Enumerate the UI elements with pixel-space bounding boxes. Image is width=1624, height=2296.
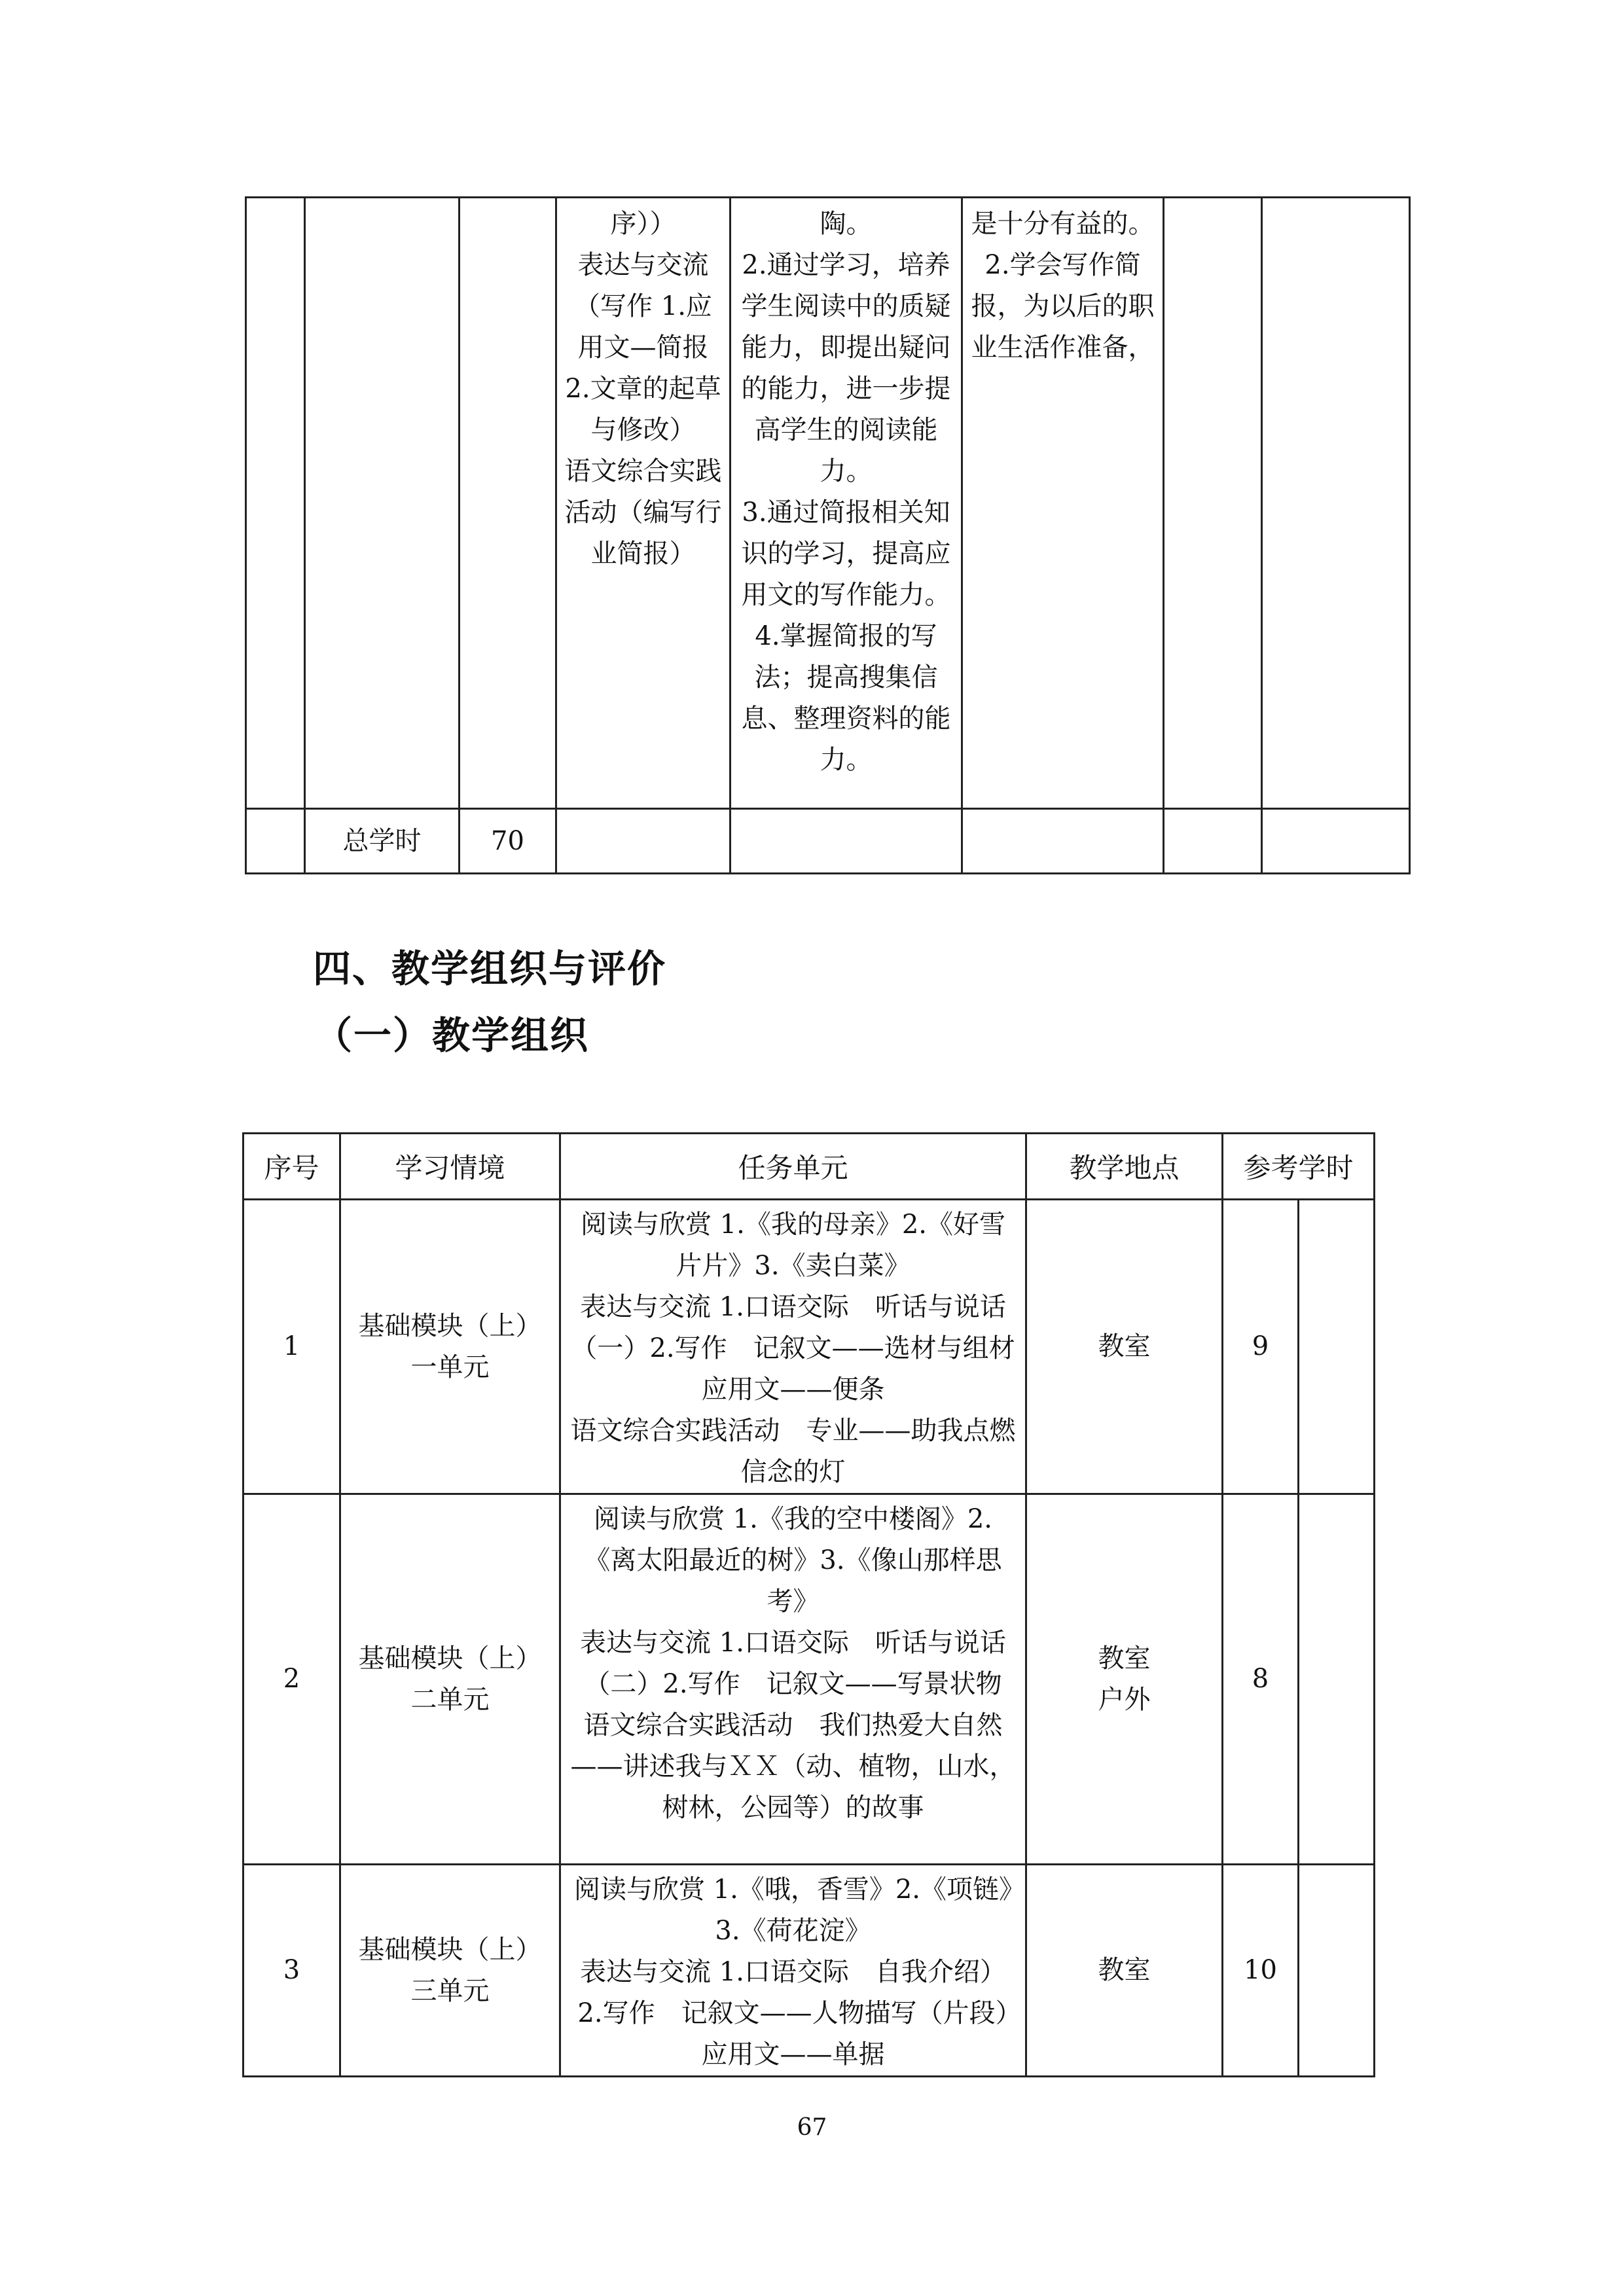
row-hours: 10 bbox=[1223, 1865, 1299, 2077]
table-cell bbox=[1299, 1865, 1375, 2077]
curriculum-table-continued bbox=[245, 196, 1411, 874]
row-task: 阅读与欣赏 1.《我的空中楼阁》2.《离太阳最近的树》3.《像山那样思考》 表达与交流 1.口语交际 听话与说话（二）2.写作 记叙文——写景状物 语文综合实践活动 我们热爱大自然——讲述我与ＸＸ（动、植物，山水，树林，公园等）的故事 bbox=[560, 1494, 1026, 1865]
table-cell bbox=[1262, 809, 1410, 874]
teaching-organization-table bbox=[242, 1132, 1375, 2077]
table-cell bbox=[731, 809, 962, 874]
header-hours: 参考学时 bbox=[1223, 1134, 1375, 1200]
row-situation: 基础模块（上） 三单元 bbox=[340, 1865, 560, 2077]
row-no: 3 bbox=[244, 1865, 340, 2077]
row-hours: 8 bbox=[1223, 1494, 1299, 1865]
table-row bbox=[244, 1200, 1375, 1494]
objectives-cell bbox=[731, 198, 962, 809]
row-task: 阅读与欣赏 1.《我的母亲》2.《好雪片片》3.《卖白菜》 表达与交流 1.口语交际 听话与说话（一）2.写作 记叙文——选材与组材 应用文——便条 语文综合实践活动 专业——助我点燃信念的灯 bbox=[560, 1200, 1026, 1494]
header-task: 任务单元 bbox=[560, 1134, 1026, 1200]
section-heading: 四、教学组织与评价 bbox=[313, 946, 667, 991]
row-place: 教室 bbox=[1026, 1200, 1223, 1494]
table-row bbox=[244, 1865, 1375, 2077]
table-cell bbox=[305, 198, 460, 809]
content-text: 序）） 表达与交流（写作 1.应用文—简报 2.文章的起草与修改） 语文综合实践活动（编写行业简报） bbox=[564, 209, 722, 569]
row-hours: 9 bbox=[1223, 1200, 1299, 1494]
quality-cell bbox=[962, 198, 1164, 809]
objectives-text: 陶。 2.通过学习，培养学生阅读中的质疑能力，即提出疑问的能力，进一步提高学生的阅读能力。 3.通过简报相关知识的学习，提高应用文的写作能力。 4.掌握简报的写法；提高搜集信息、整理资料的能力。 bbox=[741, 209, 951, 775]
table-cell bbox=[1164, 198, 1262, 809]
table-row bbox=[246, 198, 1410, 809]
row-situation: 基础模块（上） 二单元 bbox=[340, 1494, 560, 1865]
page-number: 67 bbox=[797, 2114, 827, 2141]
header-situation: 学习情境 bbox=[340, 1134, 560, 1200]
content-cell bbox=[556, 198, 731, 809]
total-label: 总学时 bbox=[305, 809, 460, 874]
table-cell bbox=[246, 198, 305, 809]
total-value: 70 bbox=[460, 809, 556, 874]
table-cell bbox=[1262, 198, 1410, 809]
subsection-heading: （一）教学组织 bbox=[314, 1013, 590, 1058]
table-row bbox=[244, 1494, 1375, 1865]
row-situation: 基础模块（上） 一单元 bbox=[340, 1200, 560, 1494]
quality-text: 是十分有益的。 2.学会写作简报，为以后的职业生活作准备， bbox=[971, 209, 1155, 363]
row-place: 教室 bbox=[1026, 1865, 1223, 2077]
header-row bbox=[244, 1134, 1375, 1200]
row-no: 1 bbox=[244, 1200, 340, 1494]
total-row bbox=[246, 809, 1410, 874]
table-cell bbox=[962, 809, 1164, 874]
row-no: 2 bbox=[244, 1494, 340, 1865]
header-place: 教学地点 bbox=[1026, 1134, 1223, 1200]
header-no: 序号 bbox=[244, 1134, 340, 1200]
row-place: 教室 户外 bbox=[1026, 1494, 1223, 1865]
table-cell bbox=[556, 809, 731, 874]
table-cell bbox=[246, 809, 305, 874]
row-task: 阅读与欣赏 1.《哦，香雪》2.《项链》3.《荷花淀》 表达与交流 1.口语交际 自我介绍）2.写作 记叙文——人物描写（片段） 应用文——单据 bbox=[560, 1865, 1026, 2077]
table-cell bbox=[1299, 1200, 1375, 1494]
table-cell bbox=[1299, 1494, 1375, 1865]
table-cell bbox=[1164, 809, 1262, 874]
table-cell bbox=[460, 198, 556, 809]
